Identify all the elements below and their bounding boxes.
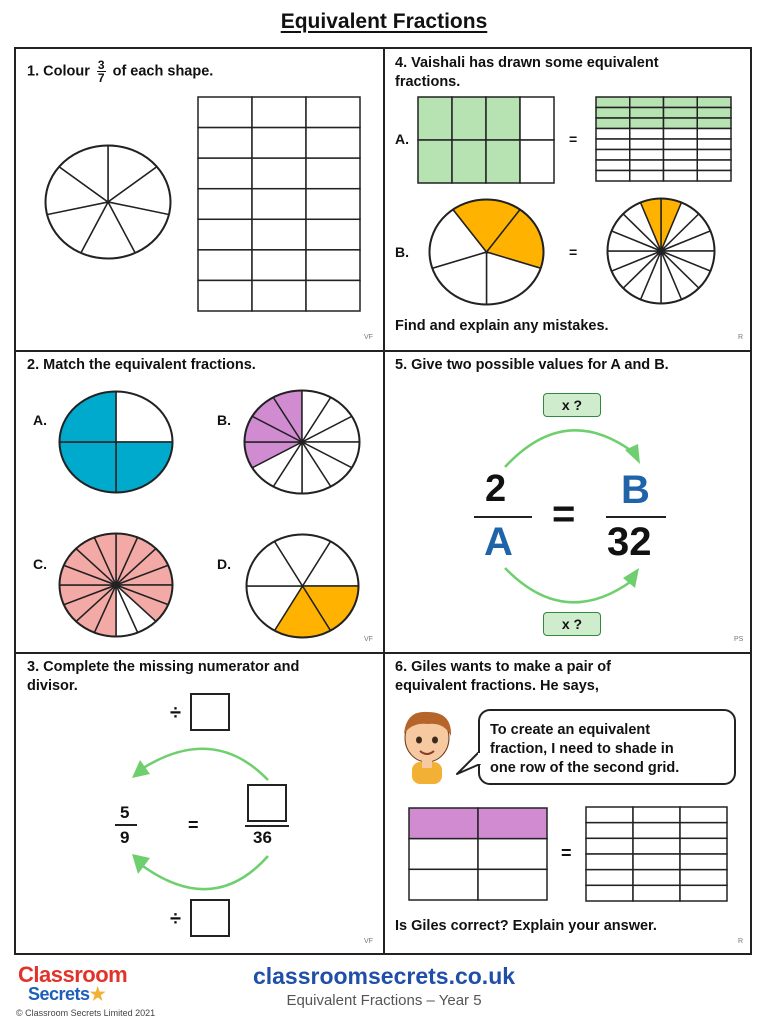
q6-left-cell[interactable] <box>478 869 547 900</box>
q1-grid-cell[interactable] <box>198 158 252 189</box>
q5-arrow-bottom <box>495 560 645 620</box>
q1-frac-den: 7 <box>97 71 105 85</box>
q4-rectA-cell[interactable] <box>418 140 452 183</box>
q4-rectA2-cell[interactable] <box>630 129 664 140</box>
q5-tag: PS <box>734 636 744 643</box>
q2-label-a: A. <box>33 412 47 428</box>
q5-multiplier-bottom[interactable]: x ? <box>543 612 601 636</box>
q3-left-denominator: 9 <box>120 828 130 847</box>
q4-rectA2-cell[interactable] <box>664 118 698 129</box>
q1-grid[interactable] <box>197 96 361 312</box>
q2-circle-a[interactable] <box>58 390 174 494</box>
q3-divisor-box-top[interactable] <box>190 693 230 731</box>
q4-prompt <box>395 54 659 92</box>
q6-left-cell[interactable] <box>478 808 547 839</box>
q4-footer: Find and explain any mistakes. <box>395 318 609 334</box>
q4-rectA2-cell[interactable] <box>596 171 630 182</box>
q6-left-cell[interactable] <box>409 839 478 870</box>
q6-right-cell[interactable] <box>586 870 633 886</box>
q5-right-numerator[interactable]: B <box>621 468 650 512</box>
q4-circle-b-right <box>606 197 716 305</box>
q3-divide-sign-top: ÷ <box>170 702 181 724</box>
q6-right-cell[interactable] <box>633 885 680 901</box>
q4-rectA2-cell[interactable] <box>630 118 664 129</box>
logo-classroom: Classroom <box>18 962 128 987</box>
q1-fraction <box>97 59 106 84</box>
q6-prompt-line2: equivalent fractions. He says, <box>395 678 599 694</box>
q6-right-cell[interactable] <box>586 885 633 901</box>
q3-left-fraction-bar <box>115 824 137 826</box>
q3-prompt <box>27 658 299 696</box>
q6-right-cell[interactable] <box>633 807 680 823</box>
q1-grid-cell[interactable] <box>306 128 360 159</box>
q4-rectA2-cell[interactable] <box>596 150 630 161</box>
q6-right-cell[interactable] <box>680 838 727 854</box>
q4-rectA2-cell[interactable] <box>630 97 664 108</box>
q3-right-fraction-bar <box>245 825 289 827</box>
q4-rectA2-cell[interactable] <box>630 171 664 182</box>
q1-prefix: 1. Colour <box>27 63 90 80</box>
q3-divide-sign-bottom: ÷ <box>170 908 181 930</box>
q4-grid-a-right <box>595 96 732 182</box>
q4-rectA2-cell[interactable] <box>596 97 630 108</box>
q6-right-cell[interactable] <box>586 823 633 839</box>
q6-speech-bubble <box>478 709 736 785</box>
q1-grid-cell[interactable] <box>252 97 306 128</box>
q3-prompt-line1: 3. Complete the missing numerator and <box>27 659 300 675</box>
q6-right-cell[interactable] <box>586 807 633 823</box>
q4-equals-b: = <box>569 244 578 260</box>
q4-rectA2-cell[interactable] <box>596 118 630 129</box>
q1-grid-cell[interactable] <box>252 280 306 311</box>
q1-grid-cell[interactable] <box>252 128 306 159</box>
q1-suffix: of each shape. <box>112 63 214 80</box>
q4-rectA2-cell[interactable] <box>596 108 630 119</box>
q5-equals: = <box>552 492 576 536</box>
q6-tag: R <box>738 938 744 945</box>
q1-grid-cell[interactable] <box>306 158 360 189</box>
q6-right-cell[interactable] <box>680 854 727 870</box>
q4-rectA2-cell[interactable] <box>664 108 698 119</box>
q4-rectA2-cell[interactable] <box>664 160 698 171</box>
grid-divider-row1 <box>14 350 752 352</box>
q6-left-cell[interactable] <box>409 808 478 839</box>
q1-grid-cell[interactable] <box>198 97 252 128</box>
page-title: Equivalent Fractions <box>280 10 488 33</box>
footer-subtitle: Equivalent Fractions – Year 5 <box>286 992 482 1009</box>
q6-footer: Is Giles correct? Explain your answer. <box>395 918 657 934</box>
q4-rectA-cell[interactable] <box>486 140 520 183</box>
q2-tag: VF <box>364 636 373 643</box>
q6-speech-line2: fraction, I need to shade in <box>490 741 674 757</box>
q6-left-cell[interactable] <box>409 869 478 900</box>
q1-grid-cell[interactable] <box>306 219 360 250</box>
q4-prompt-line1: 4. Vaishali has drawn some equivalent <box>395 55 659 71</box>
q4-rectA2-cell[interactable] <box>630 150 664 161</box>
q4-rectA2-cell[interactable] <box>697 97 731 108</box>
q2-circle-b[interactable] <box>243 389 361 495</box>
q4-rectA-cell[interactable] <box>486 97 520 140</box>
q4-rectA2-cell[interactable] <box>697 160 731 171</box>
q4-rectA2-cell[interactable] <box>664 171 698 182</box>
q4-tag: R <box>738 334 744 341</box>
q6-right-cell[interactable] <box>633 870 680 886</box>
q4-grid-a-left <box>417 96 555 184</box>
q1-tag: VF <box>364 334 373 341</box>
q1-grid-cell[interactable] <box>306 97 360 128</box>
q2-prompt: 2. Match the equivalent fractions. <box>27 357 256 373</box>
q4-label-b: B. <box>395 244 409 260</box>
q5-left-fraction-bar <box>474 516 532 518</box>
q1-circle-sevenths[interactable] <box>44 144 172 260</box>
q4-rectA2-cell[interactable] <box>697 108 731 119</box>
q3-tag: VF <box>364 938 373 945</box>
q6-grid-right[interactable] <box>585 806 728 902</box>
footer-url[interactable]: classroomsecrets.co.uk <box>252 963 516 989</box>
q4-label-a: A. <box>395 131 409 147</box>
q4-rectA2-cell[interactable] <box>596 160 630 171</box>
q6-speech-line1: To create an equivalent <box>490 722 651 738</box>
q1-grid-cell[interactable] <box>306 250 360 281</box>
q2-label-d: D. <box>217 556 231 572</box>
q1-grid-cell[interactable] <box>198 219 252 250</box>
q4-prompt-line2: fractions. <box>395 74 461 90</box>
q3-arrow-bottom <box>128 848 278 898</box>
q4-rectA2-cell[interactable] <box>596 129 630 140</box>
boy-avatar-icon <box>396 708 458 788</box>
q4-rectA2-cell[interactable] <box>630 160 664 171</box>
logo-star-icon: ★ <box>89 984 106 1004</box>
q2-circle-d[interactable] <box>245 533 360 639</box>
q3-divisor-box-bottom[interactable] <box>190 899 230 937</box>
q1-grid-cell[interactable] <box>252 189 306 220</box>
q4-rectA2-cell[interactable] <box>664 129 698 140</box>
q5-prompt: 5. Give two possible values for A and B. <box>395 357 669 373</box>
grid-divider-vertical <box>383 47 385 955</box>
q3-right-denominator: 36 <box>253 828 272 847</box>
q4-rectA2-cell[interactable] <box>664 139 698 150</box>
q3-equals: = <box>188 815 199 835</box>
q1-grid-cell[interactable] <box>306 189 360 220</box>
q6-prompt <box>395 658 611 696</box>
q1-prompt <box>27 59 213 84</box>
q3-prompt-line2: divisor. <box>27 678 78 694</box>
q6-right-cell[interactable] <box>680 870 727 886</box>
grid-divider-row2 <box>14 652 752 654</box>
copyright: © Classroom Secrets Limited 2021 <box>16 1008 156 1018</box>
q6-right-cell[interactable] <box>586 854 633 870</box>
q4-rectA2-cell[interactable] <box>596 139 630 150</box>
q1-grid-cell[interactable] <box>198 280 252 311</box>
q6-right-cell[interactable] <box>633 838 680 854</box>
q6-right-cell[interactable] <box>680 885 727 901</box>
logo-secrets-text: Secrets <box>28 984 90 1004</box>
q1-grid-cell[interactable] <box>198 189 252 220</box>
q4-rectA2-cell[interactable] <box>630 139 664 150</box>
q4-rectA2-cell[interactable] <box>697 129 731 140</box>
q1-grid-cell[interactable] <box>198 128 252 159</box>
q6-right-cell[interactable] <box>680 823 727 839</box>
q2-label-c: C. <box>33 556 47 572</box>
q6-speech-tail <box>455 750 483 778</box>
q4-circle-b-left <box>428 198 545 306</box>
q1-grid-cell[interactable] <box>198 250 252 281</box>
q4-rectA2-cell[interactable] <box>664 97 698 108</box>
q4-rectA2-cell[interactable] <box>630 108 664 119</box>
q2-label-b: B. <box>217 412 231 428</box>
q3-arrow-top <box>128 738 278 788</box>
q6-prompt-line1: 6. Giles wants to make a pair of <box>395 659 611 675</box>
q6-speech-line3: one row of the second grid. <box>490 760 680 776</box>
q4-equals-a: = <box>569 131 578 147</box>
q1-grid-cell[interactable] <box>252 158 306 189</box>
q3-numerator-box[interactable] <box>247 784 287 822</box>
q5-multiplier-top[interactable]: x ? <box>543 393 601 417</box>
q4-rectA-cell[interactable] <box>452 97 486 140</box>
q6-right-cell[interactable] <box>586 838 633 854</box>
q6-right-cell[interactable] <box>633 823 680 839</box>
q1-frac-num: 3 <box>97 58 105 72</box>
q1-grid-cell[interactable] <box>252 250 306 281</box>
q2-circle-c[interactable] <box>58 532 174 638</box>
q4-rectA-cell[interactable] <box>520 97 554 140</box>
q5-right-denominator: 32 <box>607 520 652 564</box>
q3-left-numerator: 5 <box>120 803 130 822</box>
q1-grid-cell[interactable] <box>306 280 360 311</box>
q6-right-cell[interactable] <box>680 807 727 823</box>
q4-rectA2-cell[interactable] <box>697 150 731 161</box>
q1-grid-cell[interactable] <box>252 219 306 250</box>
q5-left-denominator[interactable]: A <box>484 520 513 564</box>
q6-right-cell[interactable] <box>633 854 680 870</box>
q4-rectA2-cell[interactable] <box>664 150 698 161</box>
q4-rectA-cell[interactable] <box>452 140 486 183</box>
q5-arrow-top <box>495 412 645 472</box>
q4-rectA-cell[interactable] <box>418 97 452 140</box>
q4-rectA2-cell[interactable] <box>697 118 731 129</box>
q4-rectA2-cell[interactable] <box>697 139 731 150</box>
q6-left-cell[interactable] <box>478 839 547 870</box>
q4-rectA-cell[interactable] <box>520 140 554 183</box>
q6-grid-left <box>408 807 548 901</box>
q4-rectA2-cell[interactable] <box>697 171 731 182</box>
q5-right-fraction-bar <box>606 516 666 518</box>
q6-equals: = <box>561 843 572 863</box>
q5-left-numerator: 2 <box>485 468 507 510</box>
